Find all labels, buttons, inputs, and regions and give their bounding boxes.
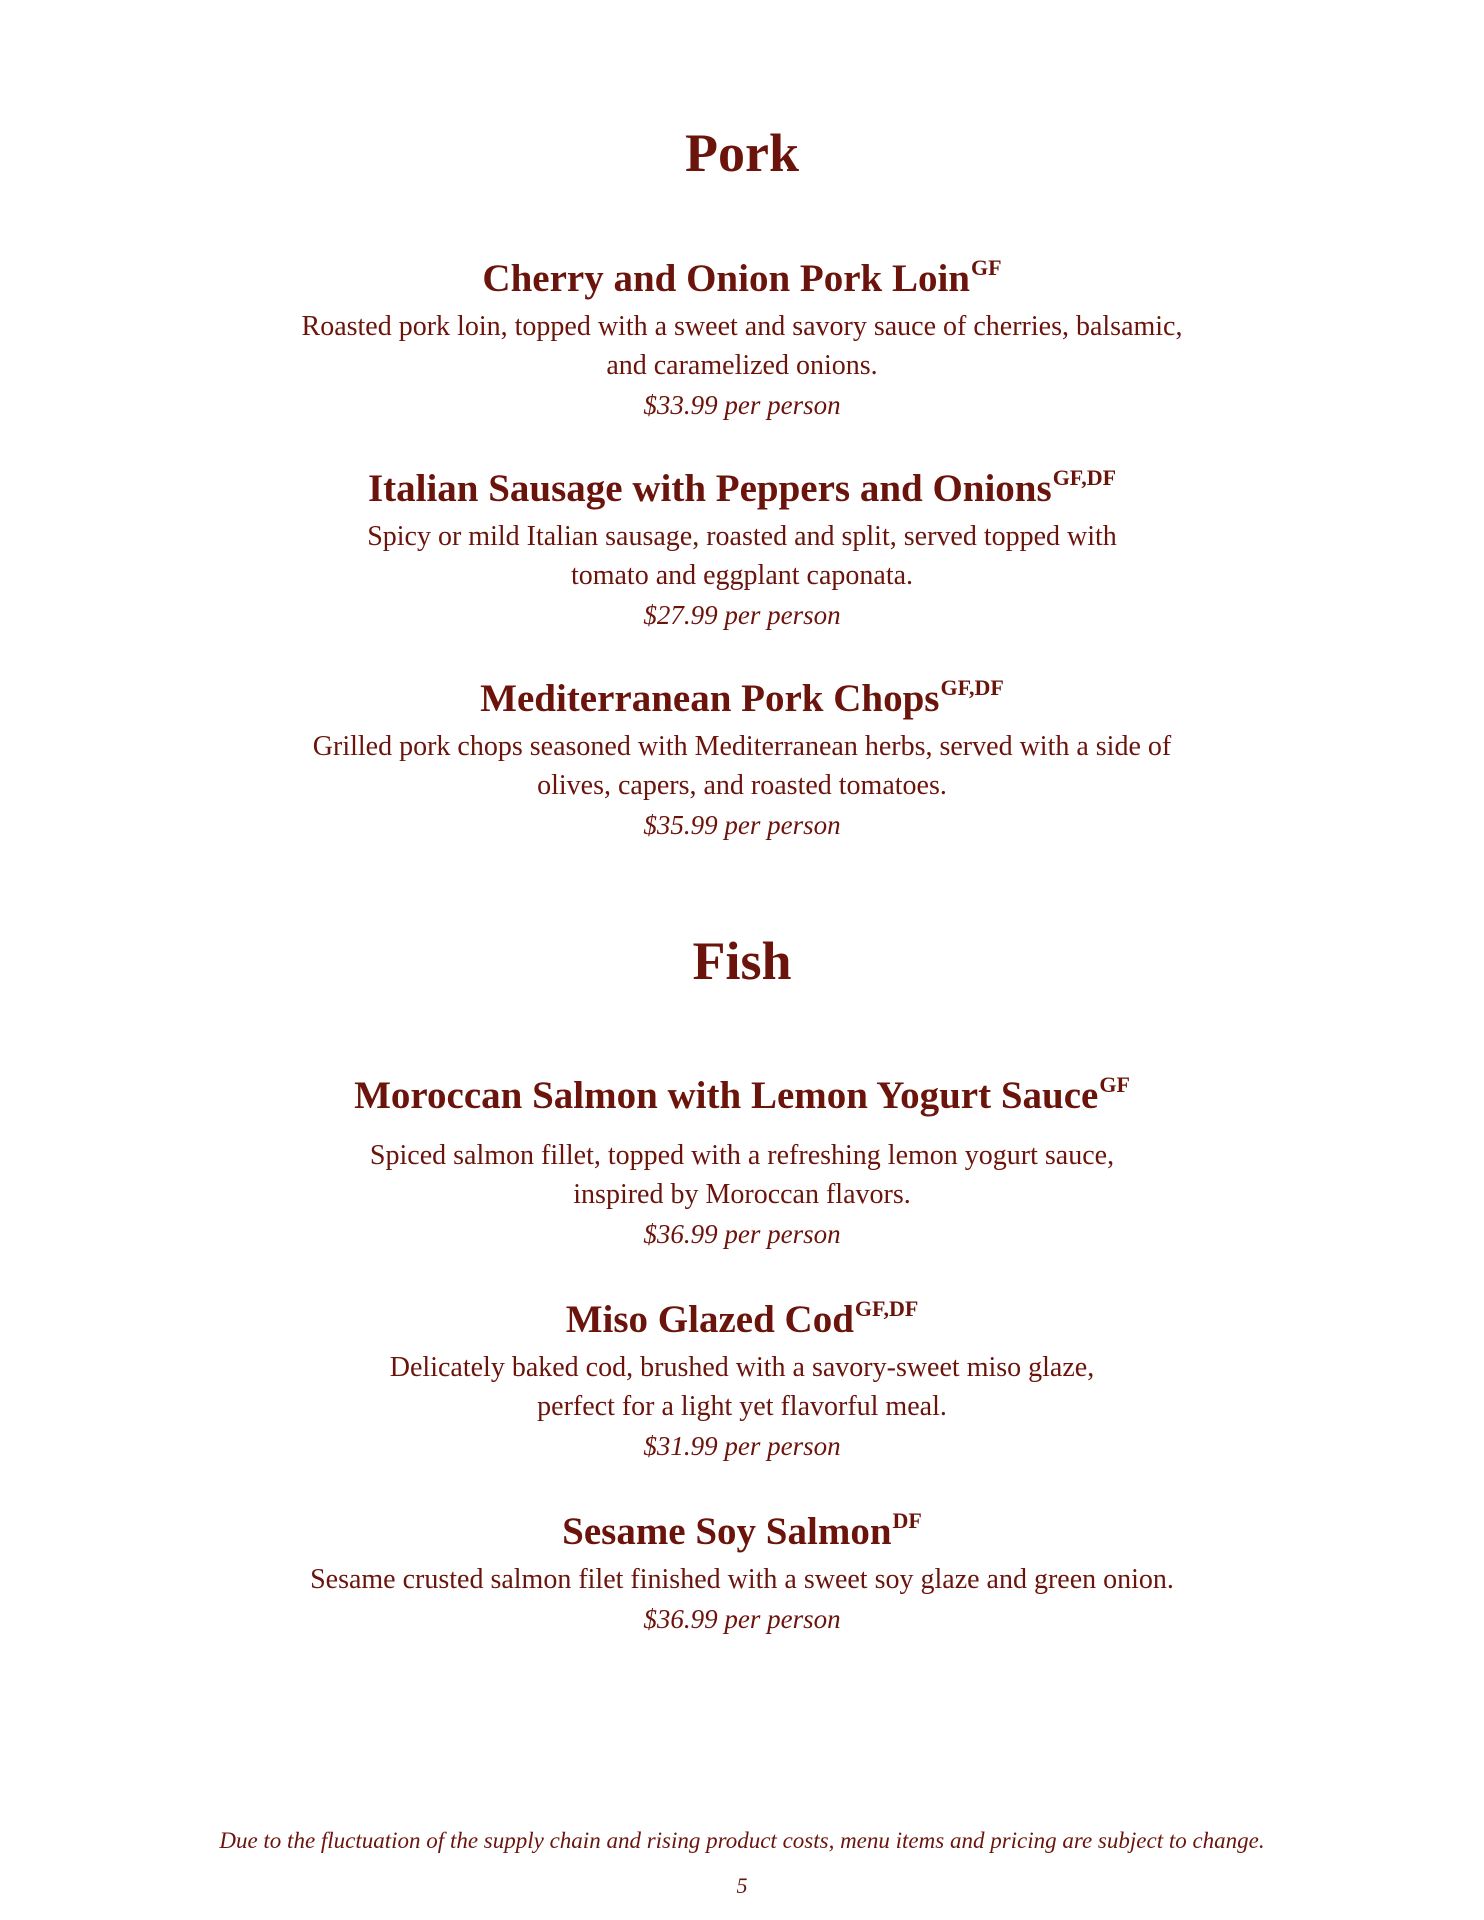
item-description-line: and caramelized onions. (606, 350, 878, 381)
section-title-fish: Fish (692, 931, 792, 991)
dietary-tags: GF,DF (1052, 465, 1117, 490)
item-description (0, 517, 1484, 595)
item-name-text: Moroccan Salmon with Lemon Yogurt Sauce (354, 1074, 1099, 1117)
item-description (0, 1136, 1484, 1214)
item-price: $35.99 per person (643, 810, 841, 840)
item-description-line: Grilled pork chops seasoned with Mediterranean herbs, served with a side of (312, 731, 1172, 762)
item-description-line: olives, capers, and roasted tomatoes. (537, 770, 947, 801)
item-description (0, 1560, 1484, 1599)
item-name-text: Mediterranean Pork Chops (480, 677, 940, 720)
item-description-line: Spicy or mild Italian sausage, roasted and split, served topped with (367, 521, 1117, 552)
item-description-line: Delicately baked cod, brushed with a savory-sweet miso glaze, (389, 1352, 1095, 1383)
item-name (0, 1509, 1484, 1560)
item-description (0, 727, 1484, 805)
pricing-disclaimer: Due to the fluctuation of the supply chain and rising product costs, menu items and pricing are subject to change. (219, 1828, 1265, 1853)
menu-item-miso-glazed-cod (0, 1297, 1484, 1466)
item-name (0, 256, 1484, 307)
dietary-tags: GF (971, 255, 1002, 280)
item-name (0, 676, 1484, 727)
item-name-text: Sesame Soy Salmon (562, 1510, 892, 1553)
menu-item-sesame-soy-salmon (0, 1509, 1484, 1639)
dietary-tags: GF,DF (940, 675, 1004, 700)
item-description-line: tomato and eggplant caponata. (570, 560, 914, 591)
menu-item-italian-sausage (0, 466, 1484, 635)
menu-item-cherry-onion-pork-loin (0, 256, 1484, 425)
item-price: $31.99 per person (643, 1431, 841, 1461)
item-price: $36.99 per person (643, 1219, 841, 1249)
item-name (0, 1297, 1484, 1348)
item-description-line: Spiced salmon fillet, topped with a refreshing lemon yogurt sauce, (369, 1140, 1115, 1171)
page-number: 5 (736, 1873, 748, 1898)
section-title-pork: Pork (685, 123, 799, 183)
item-name (0, 1073, 1484, 1124)
item-price: $33.99 per person (643, 390, 841, 420)
dietary-tags: GF (1099, 1072, 1130, 1097)
dietary-tags: GF,DF (854, 1296, 919, 1321)
item-name-text: Cherry and Onion Pork Loin (482, 257, 970, 300)
item-name-text: Miso Glazed Cod (565, 1298, 854, 1341)
dietary-tags: DF (892, 1508, 922, 1533)
item-name-text: Italian Sausage with Peppers and Onions (367, 467, 1052, 510)
item-description-line: perfect for a light yet flavorful meal. (537, 1391, 947, 1422)
item-description-line: inspired by Moroccan flavors. (573, 1179, 911, 1210)
item-description-line: Roasted pork loin, topped with a sweet and savory sauce of cherries, balsamic, (301, 311, 1183, 342)
item-price: $36.99 per person (643, 1604, 841, 1634)
item-price: $27.99 per person (643, 600, 841, 630)
item-name (0, 466, 1484, 517)
item-description (0, 1348, 1484, 1426)
item-description-line: Sesame crusted salmon filet finished with a sweet soy glaze and green onion. (310, 1564, 1174, 1595)
item-description (0, 307, 1484, 385)
menu-item-moroccan-salmon (0, 1073, 1484, 1254)
menu-item-mediterranean-pork-chops (0, 676, 1484, 845)
